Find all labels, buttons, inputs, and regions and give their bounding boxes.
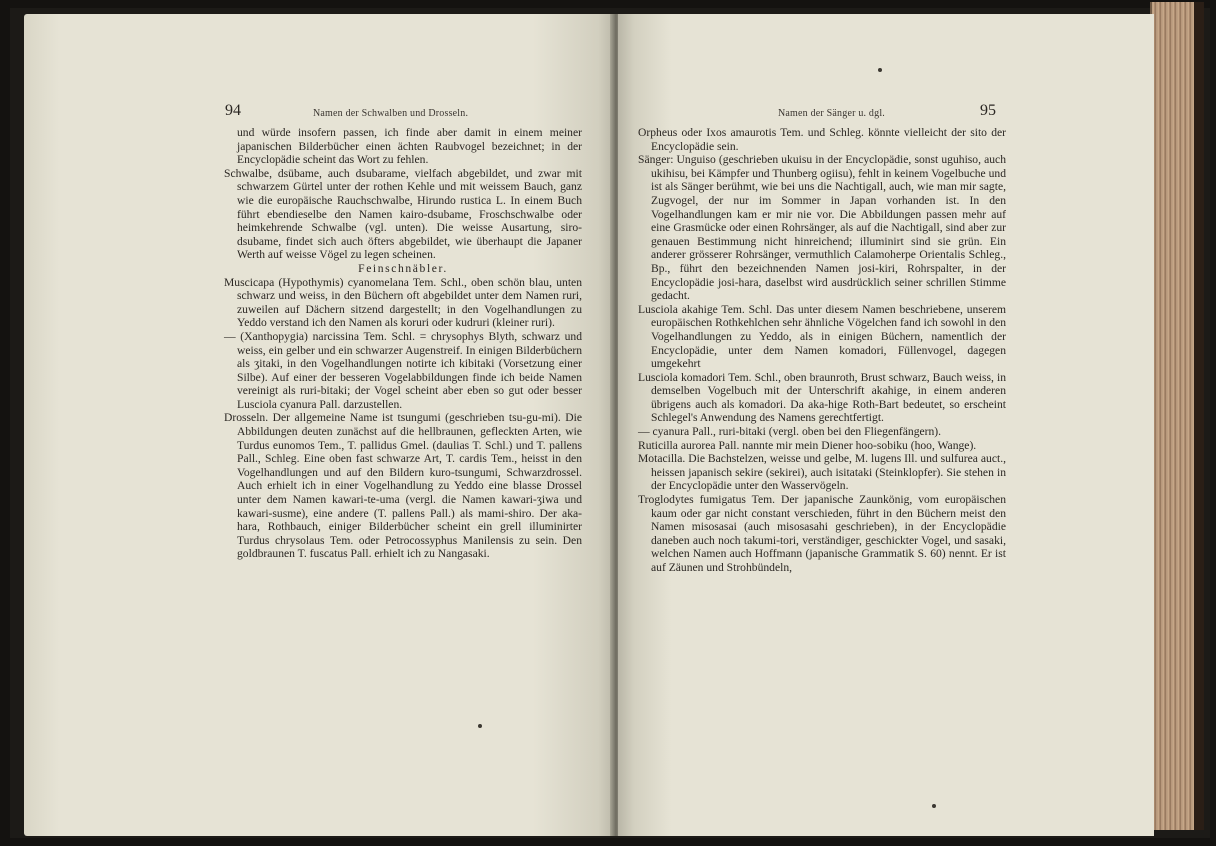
- paragraph: Lusciola komadori Tem. Schl., oben braunroth, Brust schwarz, Bauch weiss, in demselben Vogelbuch mit der Unterschrift akahige, in einem anderen übrigens auch als komadori. Da aka-hige Roth-Bart bedeutet, so erscheint Schlegel's Anwendung des Namens gerechtfertigt.: [638, 370, 1006, 425]
- ink-speck: [932, 804, 936, 808]
- paragraph: — (Xanthopygia) narcissina Tem. Schl. = chrysophys Blyth, schwarz und weiss, ein gelber und ein schwarzer Augenstreif. In einigen Bilderbüchern als ʒitaki, in den Vogelhandlungen notirte ich kibitaki (Vorsetzung einer Silbe). Auf einer der besseren Vogelabbildungen finde ich beide Namen vereinigt als ruri-bitaki; der Vogel scheint aber eben so gut oder besser Lusciola cyanura Pall. darzustellen.: [224, 329, 582, 411]
- paragraph: Schwalbe, dsübame, auch dsubarame, vielfach abgebildet, und zwar mit schwarzem Gürtel unter der rothen Kehle und mit weissem Bauch, ganz wie die europäische Rauchschwalbe, Hirundo rustica L. In einem Buch führt ebendieselbe den Namen kairo-dsubame, Froschschwalbe oder heimkehrende Schwalbe (vgl. unten). Die weisse Ausartung, siro-dsubame, findet sich auch öfters abgebildet, wie überhaupt die Japaner Werth auf weisse Vögel zu legen scheinen.: [224, 166, 582, 262]
- paragraph: Motacilla. Die Bachstelzen, weisse und gelbe, M. lugens Ill. und sulfurea auct., heissen japanisch sekire (sekirei), auch isitataki (Steinklopfer). Sie stehen in der Encyclopädie unter den Wasservögeln.: [638, 452, 1006, 493]
- paragraph: Troglodytes fumigatus Tem. Der japanische Zaunkönig, vom europäischen kaum oder gar nicht constant verschieden, führt in den Büchern meist den Namen misosasai (auch misosasahi geschrieben), in der Encyclopädie daneben auch noch takumi-tori, verständiger, geschickter Vogel, und sasaki, welchen Namen auch Hoffmann (japanische Grammatik S. 60) nennt. Er ist auf Zäunen und Strohbündeln,: [638, 493, 1006, 574]
- paragraph: Orpheus oder Ixos amaurotis Tem. und Schleg. könnte vielleicht der sito der Encyclopädie sein.: [638, 126, 1006, 153]
- left-running-header: Namen der Schwalben und Drosseln.: [313, 108, 469, 119]
- left-page-number: 94: [225, 102, 241, 119]
- ink-speck: [878, 68, 882, 72]
- left-page-body: [224, 126, 582, 561]
- paragraph: Muscicapa (Hypothymis) cyanomelana Tem. Schl., oben schön blau, unten schwarz und weiss, in den Büchern oft abgebildet unter dem Namen ruri, zuweilen auf Dächern sitzend dargestellt; in den Vogelhandlungen zu Yeddo verstand ich den Namen als koruri oder kudruri (kleiner ruri).: [224, 275, 582, 330]
- page-edges: [1150, 2, 1204, 830]
- right-page-body: [638, 126, 1006, 575]
- ink-speck: [478, 724, 482, 728]
- paragraph: und würde insofern passen, ich finde aber damit in einem meiner japanischen Bilderbücher einen ächten Raubvogel bezeichnet; in der Encyclopädie scheint das Wort zu fehlen.: [237, 126, 582, 167]
- right-page-number: 95: [980, 102, 996, 119]
- right-page: [618, 14, 1154, 836]
- paragraph: Sänger: Unguiso (geschrieben ukuisu in der Encyclopädie, sonst uguhiso, auch ukihisu, bei Kämpfer und Thunberg ogiisu), fehlt in keinem Vogelbuche und ist als Sänger berühmt, wie bei uns die Nachtigall, auch, wie man mir sagte, Zugvogel, der nur im Sommer in Japan vorhanden ist. In den Vogelhandlungen kam er mir nie vor. Die Abbildungen passen mehr auf eine Grasmücke oder einen Rohrsänger, als auf die Nachtigall, sind aber zur genauen Bestimmung nicht hinreichend; illuminirt sind sie grün. Ein anderer grösserer Rohrsänger, vermuthlich Calamoherpe Orientalis Schleg., Bp., führt den bezeichnenden Namen josi-kiri, Rohrspalter, in der Encyclopädie josi-hara, daselbst wird ausdrücklich seiner schrillen Stimme gedacht.: [638, 153, 1006, 303]
- right-running-header: Namen der Sänger u. dgl.: [778, 108, 885, 119]
- section-heading: Feinschnäbler.: [358, 261, 448, 275]
- paragraph: Drosseln. Der allgemeine Name ist tsungumi (geschrieben tsu-gu-mi). Die Abbildungen deuten zunächst auf die hellbraunen, gefleckten Arten, wie Turdus eunomos Tem., T. pallidus Gmel. (daulias T. Schl.) und T. pallens Pall., Schleg. Eine oben fast schwarze Art, T. cardis Tem., heisst in den Vogelhandlungen und auf den Bildern kuro-tsungumi, Schwarzdrossel. Auch erhielt ich in einer Vogelhandlung zu Yeddo eine blasse Drossel unter dem Namen kawari-te-uma (vergl. die Namen kawari-ʒiwa und kawari-susme), eine andere (T. pallens Pall.) als mami-shiro. Der aka-hara, Rothbauch, einiger Bilderbücher scheint ein grell illuminirter Turdus chrysolaus Tem. oder Petrocossyphus Manilensis zu sein. Den goldbraunen T. fuscatus Pall. erhielt ich zu Nangasaki.: [224, 411, 582, 561]
- left-page: [24, 14, 616, 836]
- paragraph: — cyanura Pall., ruri-bitaki (vergl. oben bei den Fliegenfängern).: [638, 425, 942, 439]
- paragraph: Lusciola akahige Tem. Schl. Das unter diesem Namen beschriebene, unserem europäischen Rothkehlchen sehr ähnliche Vögelchen fand ich sowohl in den Vogelhandlungen zu Yeddo, als in einigen Büchern, namentlich der Encyclopädie, unter dem Namen komadori, Füllenvogel, dagegen umgekehrt: [638, 302, 1006, 371]
- paragraph: Ruticilla aurorea Pall. nannte mir mein Diener hoo-sobiku (hoo, Wange).: [638, 438, 977, 452]
